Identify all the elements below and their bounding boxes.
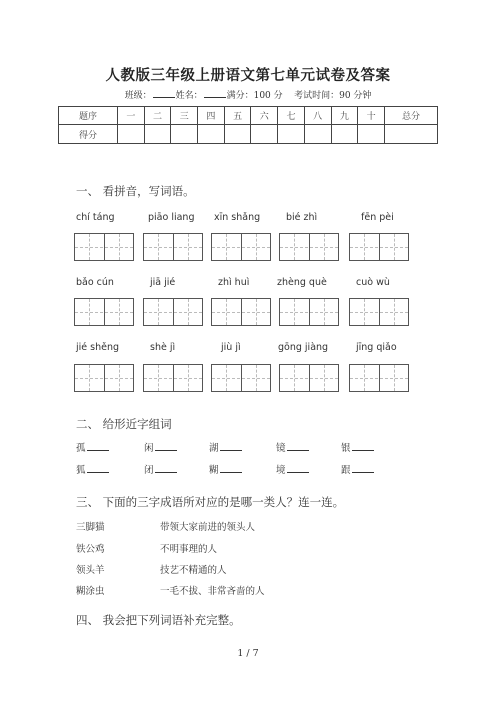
score-cell[interactable] [171,125,198,144]
similar-char-item [341,462,374,476]
writing-grid[interactable] [349,298,409,326]
pinyin-label: jīng qiǎo [356,342,397,353]
class-blank [153,88,175,98]
writing-grid[interactable] [349,364,409,392]
idiom-left[interactable]: 铁公鸡 [76,544,105,555]
score-cell[interactable] [144,125,171,144]
writing-grid[interactable] [279,233,339,261]
score-header-cell: 七 [278,107,305,125]
writing-grid[interactable] [211,364,271,392]
answer-blank[interactable] [220,441,242,451]
similar-char-item [276,462,309,476]
similar-char-item [76,462,109,476]
pinyin-label: jié shěng [76,342,120,353]
pinyin-label: piāo liang [148,212,195,223]
pinyin-label: bié zhì [286,212,318,223]
pinyin-label: jiù jì [221,342,241,353]
similar-char: 糊 [209,465,219,476]
similar-char: 镜 [276,443,286,454]
writing-grid[interactable] [211,298,271,326]
similar-char: 银 [341,443,351,454]
writing-grid[interactable] [279,364,339,392]
score-cell[interactable] [118,125,145,144]
exam-info [0,88,496,101]
score-table-header-row [59,107,438,125]
idiom-left[interactable]: 领头羊 [76,565,105,576]
writing-grid[interactable] [74,233,134,261]
score-cell[interactable] [331,125,358,144]
writing-grid[interactable] [279,298,339,326]
section1-heading: 一、 看拼音，写词语。 [76,184,195,198]
pinyin-label: bǎo cún [76,277,114,288]
similar-char: 跟 [341,465,351,476]
similar-char: 闲 [144,443,154,454]
score-cell[interactable] [304,125,331,144]
similar-char-item [276,440,309,454]
score-header-cell: 八 [304,107,331,125]
answer-blank[interactable] [155,441,177,451]
score-header-cell: 六 [251,107,278,125]
score-table-score-row [59,125,438,144]
similar-char-item [76,440,109,454]
score-header-cell: 十 [358,107,385,125]
similar-char: 狐 [76,465,86,476]
score-header-cell: 三 [171,107,198,125]
score-cell[interactable] [385,125,438,144]
score-header-cell: 题序 [59,107,118,125]
answer-blank[interactable] [87,463,109,473]
similar-char: 湖 [209,443,219,454]
section3-heading: 三、 下面的三字成语所对应的是哪一类人？连一连。 [76,495,345,509]
score-header-cell: 总分 [385,107,438,125]
idiom-right[interactable]: 带领大家前进的领头人 [160,522,256,533]
pinyin-label: zhèng què [277,277,327,288]
score-cell[interactable] [251,125,278,144]
pinyin-label: chí táng [76,212,115,223]
similar-char-item [144,440,177,454]
answer-blank[interactable] [287,441,309,451]
score-cell[interactable] [278,125,305,144]
pinyin-label: gōng jiàng [278,342,329,353]
pinyin-label: fēn pèi [361,212,394,223]
class-label: 班级： [124,91,152,101]
writing-grid[interactable] [74,364,134,392]
score-cell[interactable] [224,125,251,144]
writing-grid[interactable] [349,233,409,261]
page-title: 人教版三年级上册语文第七单元试卷及答案 [105,67,391,84]
answer-blank[interactable] [220,463,242,473]
pinyin-label: jiā jié [150,277,176,288]
similar-char-item [209,462,242,476]
idiom-right[interactable]: 一毛不拔、非常吝啬的人 [160,586,265,597]
name-blank [204,88,226,98]
writing-grid[interactable] [211,233,271,261]
idiom-right[interactable]: 技艺不精通的人 [160,565,227,576]
score-header-cell: 五 [224,107,251,125]
writing-grid[interactable] [143,233,203,261]
pinyin-label: zhì huì [218,277,250,288]
writing-grid[interactable] [143,298,203,326]
similar-char-item [209,440,242,454]
similar-char-item [341,440,374,454]
section4-heading: 四、 我会把下列词语补充完整。 [76,613,241,627]
similar-char-item [144,462,177,476]
score-cell[interactable] [198,125,225,144]
answer-blank[interactable] [287,463,309,473]
pinyin-label: cuò wù [356,277,390,288]
similar-char: 孤 [76,443,86,454]
score-header-cell: 九 [331,107,358,125]
pinyin-label: shè jì [150,342,176,353]
name-label: 姓名： [175,91,203,101]
score-cell[interactable] [358,125,385,144]
page-number: 1 / 7 [237,648,259,659]
writing-grid[interactable] [74,298,134,326]
similar-char: 闭 [144,465,154,476]
similar-char: 境 [276,465,286,476]
answer-blank[interactable] [352,463,374,473]
pinyin-label: xīn shǎng [214,212,261,223]
score-header-cell: 一 [118,107,145,125]
score-header-cell: 二 [144,107,171,125]
idiom-right[interactable]: 不明事理的人 [160,544,218,555]
idiom-left[interactable]: 糊涂虫 [76,586,105,597]
score-table [58,106,438,144]
writing-grid[interactable] [143,364,203,392]
answer-blank[interactable] [352,441,374,451]
time-label: 考试时间：90 分钟 [294,91,372,101]
idiom-left[interactable]: 三脚猫 [76,522,105,533]
answer-blank[interactable] [87,441,109,451]
score-label: 满分：100 分 [226,91,283,101]
score-header-cell: 四 [198,107,225,125]
answer-blank[interactable] [155,463,177,473]
section2-heading: 二、 给形近字组词 [76,417,172,431]
score-row-label: 得分 [59,125,118,144]
